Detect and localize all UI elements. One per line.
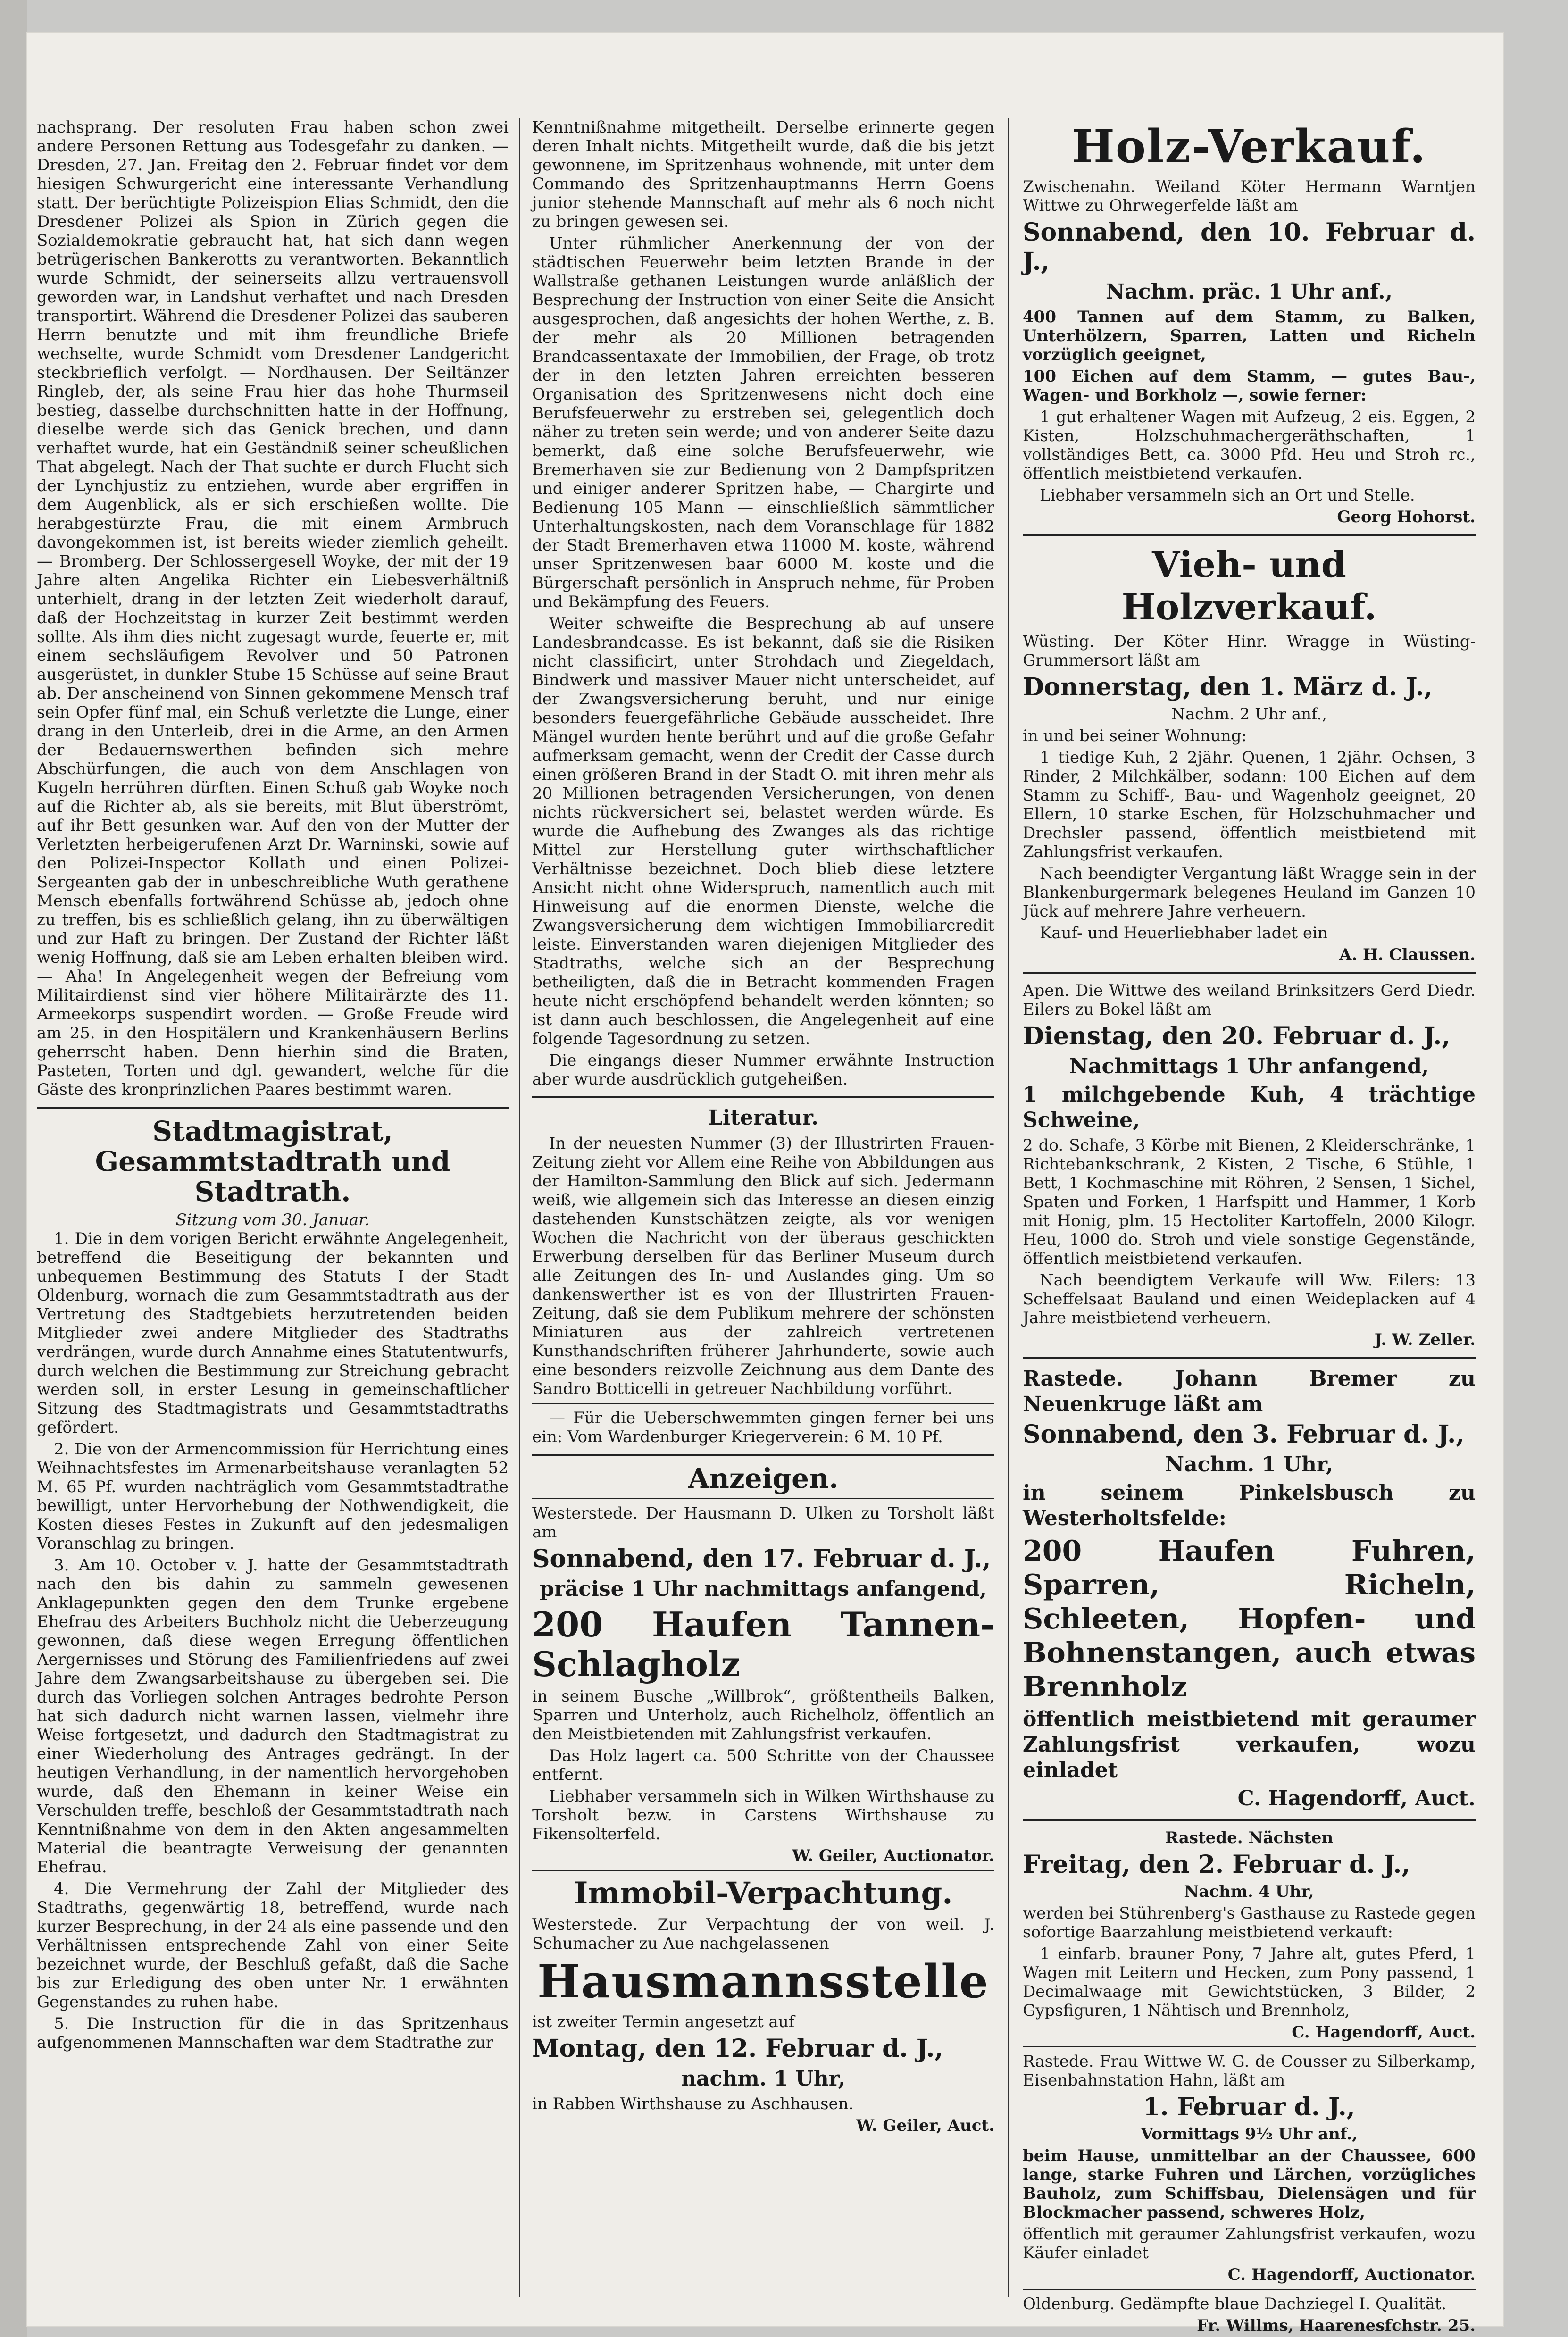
divider: [532, 1870, 994, 1871]
news-paragraph: Kenntnißnahme mitgetheilt. Derselbe erinnerte gegen deren Inhalt nichts. Mitgetheilt wurde, daß die bis jetzt gewonnene, im Spritzenhaus wohnende, mit unter dem Commando des Spritzenhauptmanns Herrn Goens junior stehende Mannschaft auf mehr als 6 noch nicht zu bringen gewesen sei.: [532, 118, 994, 231]
ad-signature: Fr. Willms, Haarenesfchstr. 25.: [1197, 2316, 1476, 2335]
council-paragraph: 4. Die Vermehrung der Zahl der Mitglieder des Stadtraths, gegenwärtig 18, betreffend, wurde nach kurzer Besprechung, in der 24 als eine passende und den Verhältnissen entsprechende Zahl von einer Seite bezeichnet wurde, der Beschluß gefaßt, daß die Sache bis zur Erledigung des oben unter Nr. 1 erwähnten Gegenstandes zu ruhen habe.: [37, 1879, 509, 2011]
ad-item: 200 Haufen Fuhren, Sparren, Richeln, Schleeten, Hopfen- und Bohnenstangen, auch etwas Brennholz: [1023, 1535, 1476, 1703]
news-paragraph: Weiter schweifte die Besprechung ab auf unsere Landesbrandcasse. Es ist bekannt, daß sie die Risiken nicht classificirt, unter Strohdach und Ziegeldach, Bindwerk und massiver Mauer nicht unterscheidet, auf der Zwangsversicherung beruht, und nur einige besonders feuergefährliche Gebäude ausscheidet. Ihre Mängel wurden hente berührt und auf die große Gefahr aufmerksam gemacht, wenn der Credit der Casse durch einen größeren Brand in der Stadt O. mit ihren mehr als 20 Millionen betragenden Versicherungen, von denen nichts rückversichert sei, belastet werden würde. Es wurde die Aufhebung des Zwanges als das richtige Mittel zur Herstellung guter wirthschaftlicher Verhältnisse bezeichnet. Doch blieb diese letztere Ansicht nicht ohne Widerspruch, namentlich auch mit Hinweisung auf die enormen Dienste, welche die Zwangsversicherung dem wichtigen Immobiliarcredit leiste. Einverstanden waren diejenigen Mitglieder des Stadtraths, welche sich an der Besprechung betheiligten, daß die in Betracht kommenden Fragen heute nicht erschöpfend behandelt werden könnten; so ist dann auch beschlossen, die Angelegenheit auf eine folgende Tagesordnung zu setzen.: [532, 614, 994, 1048]
ad-rastede-pony: [1023, 1828, 1476, 2042]
literature-heading: Literatur.: [708, 1106, 819, 1130]
ad-date: Dienstag, den 20. Februar d. J.,: [1023, 1022, 1451, 1051]
ad-vieh-holz: [1023, 543, 1476, 964]
ad-signature: W. Geiler, Auctionator.: [792, 1846, 994, 1865]
divider: [532, 1096, 994, 1098]
ad-signature: J. W. Zeller.: [1374, 1330, 1476, 1349]
ad-time: nachm. 1 Uhr,: [681, 2067, 846, 2091]
ad-line: Wüsting. Der Köter Hinr. Wragge in Wüsting-Grummersort läßt am: [1023, 632, 1476, 670]
ad-date: Sonnabend, den 3. Februar d. J.,: [1023, 1420, 1465, 1449]
scan-edge: [0, 0, 27, 2337]
sitting-date: Sitzung vom 30. Januar.: [175, 1210, 370, 1229]
divider: [1023, 2046, 1476, 2047]
ad-line: 400 Tannen auf dem Stamm, zu Balken, Unterhölzern, Sparren, Latten und Richeln vorzüglich geeignet,: [1023, 308, 1476, 364]
ad-line: Rastede. Nächsten: [1165, 1828, 1334, 1847]
ad-signature: A. H. Claussen.: [1339, 945, 1476, 964]
ad-line: in seinem Busche „Willbrok“, größtentheils Balken, Sparren und Unterholz, auch Richelholz, öffentlich an den Meistbietenden mit Zahlungsfrist verkaufen.: [532, 1687, 994, 1744]
ad-line: 100 Eichen auf dem Stamm, — gutes Bau-, Wagen- und Borkholz —, sowie ferner:: [1023, 367, 1476, 405]
ad-line: öffentlich meistbietend mit geraumer Zahlungsfrist verkaufen, wozu einladet: [1023, 1707, 1476, 1782]
ad-date: 1. Februar d. J.,: [1143, 2093, 1355, 2121]
ad-rastede-bremer: [1023, 1366, 1476, 1811]
ad-line: Westerstede. Zur Verpachtung der von weil. J. Schumacher zu Aue nachgelassenen: [532, 1915, 994, 1953]
divider: [37, 1107, 509, 1109]
ad-date: Sonnabend, den 17. Februar d. J.,: [532, 1544, 991, 1573]
council-paragraph: 2. Die von der Armencommission für Herrichtung eines Weihnachtsfestes im Armenarbeitshause veranlagten 52 M. 65 Pf. wurden nachträglich vom Gesammtstadtrathe bewilligt, unter Hervorhebung der Nothwendigkeit, die Kosten dieses Festes in Zukunft auf den jedesmaligen Voranschlag zu bringen.: [37, 1440, 509, 1553]
ad-tannen: [532, 1504, 994, 1865]
council-paragraph: 3. Am 10. October v. J. hatte der Gesammtstadtrath nach den bis dahin zu sammeln gewesenen Anklagepunkten gegen den dem Trunke ergebene Ehefrau des Arbeiters Buchholz nicht die Ueberzeugung gewonnen, daß diese wegen Erregung öffentlichen Aergernisses und Störung des Familienfriedens auf zwei Jahre dem Zwangsarbeitshause zu übergeben sei. Die durch das Vorliegen solchen Antrages bedrohte Person hat sich dadurch nicht warnen lassen, vielmehr ihre Weise fortgesetzt, und dadurch den Stadtmagistrat zu einer Wiederholung des Antrages gedrängt. In der heutigen Verhandlung, in der namentlich hervorgehoben wurde, daß den Ehemann in keiner Weise ein Verschulden treffe, beschloß der Gesammtstadtrath nach Kenntnißnahme von dem in den Akten angesammelten Material die beantragte Verweisung der genannten Ehefrau.: [37, 1556, 509, 1877]
news-paragraph: Die eingangs dieser Nummer erwähnte Instruction aber wurde ausdrücklich gutgeheißen.: [532, 1051, 994, 1089]
column-left: [37, 118, 509, 2307]
ads-heading: Anzeigen.: [688, 1462, 839, 1494]
flood-notice: — Für die Ueberschwemmten gingen ferner bei uns ein: Vom Wardenburger Kriegerverein: 6 M. 10 Pf.: [532, 1409, 994, 1446]
section-heading: Stadtmagistrat, Gesammtstadtrath und Stadtrath.: [95, 1115, 450, 1208]
ad-signature: C. Hagendorff, Auct.: [1237, 1786, 1476, 1811]
ad-line: 1 tiedige Kuh, 2 2jähr. Quenen, 1 2jähr. Ochsen, 3 Rinder, 2 Milchkälber, sodann: 100 Eichen auf dem Stamm zu Schiff-, Bau- und Wagenholz geeignet, 20 Ellern, 10 starke Eschen, für Holzschuhmacher und Drechsler passend, öffentlich meistbietend mit Zahlungsfrist verkaufen.: [1023, 748, 1476, 861]
divider: [1023, 534, 1476, 536]
ad-date: Sonnabend, den 10. Februar d. J.,: [1023, 218, 1476, 276]
divider: [1023, 1819, 1476, 1821]
ad-line: Kauf- und Heuerliebhaber ladet ein: [1040, 924, 1328, 943]
ad-line: werden bei Stührenberg's Gasthause zu Rastede gegen sofortige Baarzahlung meistbietend verkauft:: [1023, 1904, 1476, 1942]
ad-time: Vormittags 9½ Uhr anf.,: [1141, 2125, 1358, 2144]
ad-signature: W. Geiler, Auct.: [856, 2116, 994, 2135]
ad-heading: Vieh- und Holzverkauf.: [1121, 543, 1377, 628]
divider: [532, 1454, 994, 1456]
council-paragraph: 5. Die Instruction für die in das Spritzenhaus aufgenommenen Mannschaften war dem Stadtrathe zur: [37, 2014, 509, 2052]
ad-rastede-cousser: [1023, 2052, 1476, 2284]
ad-item: 200 Haufen Tannen-Schlagholz: [532, 1604, 994, 1684]
ad-time: Nachm. 2 Uhr anf.,: [1171, 705, 1327, 724]
ad-apen: [1023, 981, 1476, 1349]
news-paragraph: Unter rühmlicher Anerkennung der von der städtischen Feuerwehr beim letzten Brande in der Wallstraße gethanen Leistungen wurde anläßlich der Besprechung der Instruction von einer Seite die Ansicht ausgesprochen, daß angesichts der hohen Werthe, z. B. der mehr als 20 Millionen betragenden Brandcassentaxate der Immobilien, der Frage, ob trotz der in den letzten Jahren erreichten besseren Organisation des Spritzenwesens nicht doch eine Berufsfeuerwehr zu erstreben sei, gelegentlich doch näher zu treten sein werde; und von anderer Seite dazu bemerkt, daß eine solche Berufsfeuerwehr, wie Bremerhaven sie zur Bedienung von 2 Dampfspritzen und einiger anderer Spritzen habe, — Chargirte und Bedienung 105 Mann — einschließlich sämmtlicher Unterhaltungskosten, nach dem Voranschlage für 1882 der Stadt Bremerhaven etwa 11000 M. koste, während unser Spritzenwesen baar 6000 M. koste und die Bürgerschaft persönlich in Anspruch nehme, für Proben und Bekämpfung des Feuers.: [532, 234, 994, 611]
column-rule: [1008, 118, 1009, 2297]
ad-line: Rastede. Johann Bremer zu Neuenkruge läßt am: [1023, 1367, 1476, 1416]
ad-line: 2 do. Schafe, 3 Körbe mit Bienen, 2 Kleiderschränke, 1 Richtebankschrank, 2 Kisten, 2 Tische, 6 Stühle, 1 Bett, 1 Kochmaschine mit Röhren, 2 Sensen, 1 Sichel, Spaten und Forken, 1 Harfspitt und Hammer, 1 Korb mit Honig, plm. 15 Hectoliter Kartoffeln, 2000 Kilogr. Heu, 1000 do. Stroh und viele sonstige Gegenstände, öffentlich meistbietend verkaufen.: [1023, 1136, 1476, 1268]
ad-line: ist zweiter Termin angesetzt auf: [532, 2012, 795, 2031]
ad-date: Montag, den 12. Februar d. J.,: [532, 2034, 943, 2063]
ad-line: Liebhaber versammeln sich an Ort und Stelle.: [1040, 486, 1415, 505]
column-right: [1023, 118, 1476, 2335]
ad-time: Nachmittags 1 Uhr anfangend,: [1069, 1054, 1429, 1078]
divider: [532, 1403, 994, 1404]
ad-heading: Immobil-Verpachtung.: [574, 1876, 953, 1911]
column-rule: [519, 118, 520, 2297]
ad-heading: Holz-Verkauf.: [1072, 120, 1426, 173]
divider: [1023, 2289, 1476, 2290]
ad-time: Nachm. 4 Uhr,: [1184, 1882, 1314, 1901]
ad-time: Nachm. präc. 1 Uhr anf.,: [1106, 280, 1393, 304]
ad-time: präcise 1 Uhr nachmittags anfangend,: [539, 1577, 987, 1601]
ad-signature: Georg Hohorst.: [1337, 508, 1476, 526]
ad-line: Nach beendigtem Verkaufe will Ww. Eilers: 13 Scheffelsaat Bauland und einen Weideplacken auf 4 Jahre meistbietend verheuern.: [1023, 1271, 1476, 1327]
column-middle: [532, 118, 994, 2307]
ad-line: 1 gut erhaltener Wagen mit Aufzeug, 2 eis. Eggen, 2 Kisten, Holzschuhmachergeräthschaften, 1 vollständiges Bett, ca. 3000 Pfd. Heu und Stroh rc., öffentlich meistbietend verkaufen.: [1023, 408, 1476, 483]
ad-item: Hausmannsstelle: [537, 1955, 989, 2008]
ad-line: Oldenburg. Gedämpfte blaue Dachziegel I. Qualität.: [1023, 2295, 1447, 2313]
ad-line: Westerstede. Der Hausmann D. Ulken zu Torsholt läßt am: [532, 1504, 994, 1542]
ad-line: Liebhaber versammeln sich in Wilken Wirthshause zu Torsholt bezw. in Carstens Wirthshause zu Fikensolterfeld.: [532, 1787, 994, 1844]
ad-line: öffentlich mit geraumer Zahlungsfrist verkaufen, wozu Käufer einladet: [1023, 2225, 1476, 2262]
ad-signature: C. Hagendorff, Auct.: [1292, 2023, 1476, 2042]
ad-line: Das Holz lagert ca. 500 Schritte von der Chaussee entfernt.: [532, 1746, 994, 1784]
ad-holz-verkauf: [1023, 121, 1476, 526]
ad-line: Nach beendigter Vergantung läßt Wragge sein in der Blankenburgermark belegenes Heuland im Ganzen 10 Jück auf mehrere Jahre verheuern.: [1023, 864, 1476, 921]
newspaper-page: [27, 33, 1503, 2335]
ad-verpachtung: [532, 1876, 994, 2135]
council-paragraph: 1. Die in dem vorigen Bericht erwähnte Angelegenheit, betreffend die Beseitigung der bekannten und unbequemen Bestimmung des Statuts I der Stadt Oldenburg, wornach die zum Gesammtstadtrath aus der Vertretung des Stadtgebiets herzutretenden beiden Mitglieder zwei andere Mitglieder des Stadtraths verdrängen, wurde durch Annahme eines Statutentwurfs, durch welchen die Bestimmung zur Streichung gebracht werden soll, in erster Lesung in gemeinschaftlicher Sitzung des Stadtmagistrats und Gesammtstadtraths gefördert.: [37, 1229, 509, 1437]
divider: [1023, 972, 1476, 974]
ad-date: Donnerstag, den 1. März d. J.,: [1023, 673, 1433, 701]
ad-oldenburg: [1023, 2295, 1476, 2335]
literature-paragraph: In der neuesten Nummer (3) der Illustrirten Frauen-Zeitung zieht vor Allem eine Reihe von Abbildungen aus der Hamilton-Sammlung den Blick auf sich. Jedermann weiß, wie allgemein sich das Interesse an diesen einzig dastehenden Kunstschätzen zeigte, als vor wenigen Wochen die Nachricht von der überaus geschickten Erwerbung derselben für das Berliner Museum durch alle Zeitungen des In- und Auslandes ging. Um so dankenswerther ist es von der Illustrirten Frauen-Zeitung, daß sie dem Publikum mehrere der schönsten Miniaturen aus der zahlreich vertretenen Kunsthandschriften früherer Jahrhunderte, sowie auch eine besonders reizvolle Zeichnung aus dem Dante des Sandro Botticelli in getreuer Nachbildung vorführt.: [532, 1134, 994, 1398]
ad-line: in und bei seiner Wohnung:: [1023, 726, 1247, 745]
ad-line: beim Hause, unmittelbar an der Chaussee, 600 lange, starke Fuhren und Lärchen, vorzügliches Bauholz, zum Schiffsbau, Dielensägen und für Blockmacher passend, schweres Holz,: [1023, 2146, 1476, 2222]
divider: [532, 1498, 994, 1499]
divider: [1023, 1357, 1476, 1359]
ad-line: in Rabben Wirthshause zu Aschhausen.: [532, 2095, 854, 2113]
ad-signature: C. Hagendorff, Auctionator.: [1227, 2265, 1476, 2284]
ad-line: in seinem Pinkelsbusch zu Westerholtsfelde:: [1023, 1481, 1476, 1530]
ad-item: 1 milchgebende Kuh, 4 trächtige Schweine,: [1023, 1083, 1476, 1132]
ad-line: Zwischenahn. Weiland Köter Hermann Warntjen Wittwe zu Ohrwegerfelde läßt am: [1023, 177, 1476, 215]
ad-time: Nachm. 1 Uhr,: [1165, 1452, 1334, 1477]
news-paragraph: nachsprang. Der resoluten Frau haben schon zwei andere Personen Rettung aus Todesgefahr zu danken. — Dresden, 27. Jan. Freitag den 2. Februar findet vor dem hiesigen Schwurgericht eine interessante Verhandlung statt. Der berüchtigte Polizeispion Elias Schmidt, den die Dresdener Polizei als Spion in Zürich gegen die Sozialdemokratie gebraucht hat, hat sich dann wegen betrügerischen Bankerotts zu verantworten. Bekanntlich wurde Schmidt, der seinerseits allzu vertrauensvoll geworden war, in Landshut verhaftet und nach Dresden transportirt. Während die Dresdener Polizei das sauberen Herrn benutzte und mit ihm freundliche Briefe wechselte, wurde Schmidt vom Dresdener Landgericht steckbrieflich verfolgt. — Nordhausen. Der Seiltänzer Ringleb, der, als seine Frau hier das hohe Thurmseil bestieg, dasselbe durchschnitten hatte in der Hoffnung, dieselbe werde sich das Genick brechen, und dann verhaftet wurde, hat ein Geständniß seiner scheußlichen That abgelegt. Nach der That suchte er durch Flucht sich der Lynchjustiz zu entziehen, wurde aber ergriffen in dem Augenblick, als er sich erschießen wollte. Die herabgestürzte Frau, die mit einem Armbruch davongekommen ist, ist bereits wieder ziemlich geheilt. — Bromberg. Der Schlossergesell Woyke, der mit der 19 Jahre alten Angelika Richter ein Liebesverhältniß unterhielt, drang in der letzten Zeit wiederholt darauf, daß der Hochzeitstag in kurzer Zeit bestimmt werden sollte. Als ihm dies nicht zugesagt wurde, feuerte er, mit einem sechsläufigem Revolver und 50 Patronen ausgerüstet, in dunkler Stube 15 Schüsse auf seine Braut ab. Der anscheinend von Sinnen gekommene Mensch traf sein Opfer fünf mal, ein Schuß verletzte die Lunge, einer drang in den Unterleib, drei in die Arme, an den Armen der Bedauernswerthen befinden sich mehre Abschürfungen, die auch von dem Anschlagen von Kugeln herrühren dürften. Einen Schuß gab Woyke noch auf die Richter ab, als sie bereits, mit Blut überströmt, auf ihr Bett gesunken war. Auf den von der Mutter der Verletzten herbeigerufenen Arzt Dr. Warninski, sowie auf den Polizei-Inspector Kollath und einen Polizei-Sergeanten gab der in unbeschreibliche Wuth gerathene Mensch ebenfalls fortwährend Schüsse ab, jedoch ohne zu treffen, bis es schließlich gelang, ihn zu überwältigen und zur Haft zu bringen. Der Zustand der Richter läßt wenig Hoffnung, daß sie am Leben erhalten bleiben wird. — Aha! In Angelegenheit wegen der Befreiung vom Militairdienst sind vier höhere Militairärzte des 11. Armeekorps suspendirt worden. — Große Freude wird am 25. in den Hospitälern und Krankenhäusern Berlins geherrscht haben. Denn hierhin sind die Braten, Pasteten, Torten und dgl. gewandert, welche für die Gäste des kronprinzlichen Paares bestimmt waren.: [37, 118, 509, 1099]
ad-line: Apen. Die Wittwe des weiland Brinksitzers Gerd Diedr. Eilers zu Bokel läßt am: [1023, 981, 1476, 1019]
ad-line: Rastede. Frau Wittwe W. G. de Cousser zu Silberkamp, Eisenbahnstation Hahn, läßt am: [1023, 2052, 1476, 2090]
ad-date: Freitag, den 2. Februar d. J.,: [1023, 1850, 1410, 1879]
ad-line: 1 einfarb. brauner Pony, 7 Jahre alt, gutes Pferd, 1 Wagen mit Leitern und Hecken, zum Pony passend, 1 Decimalwaage mit Gewichtstücken, 3 Bilder, 2 Gypsfiguren, 1 Nähtisch und Brennholz,: [1023, 1945, 1476, 2020]
